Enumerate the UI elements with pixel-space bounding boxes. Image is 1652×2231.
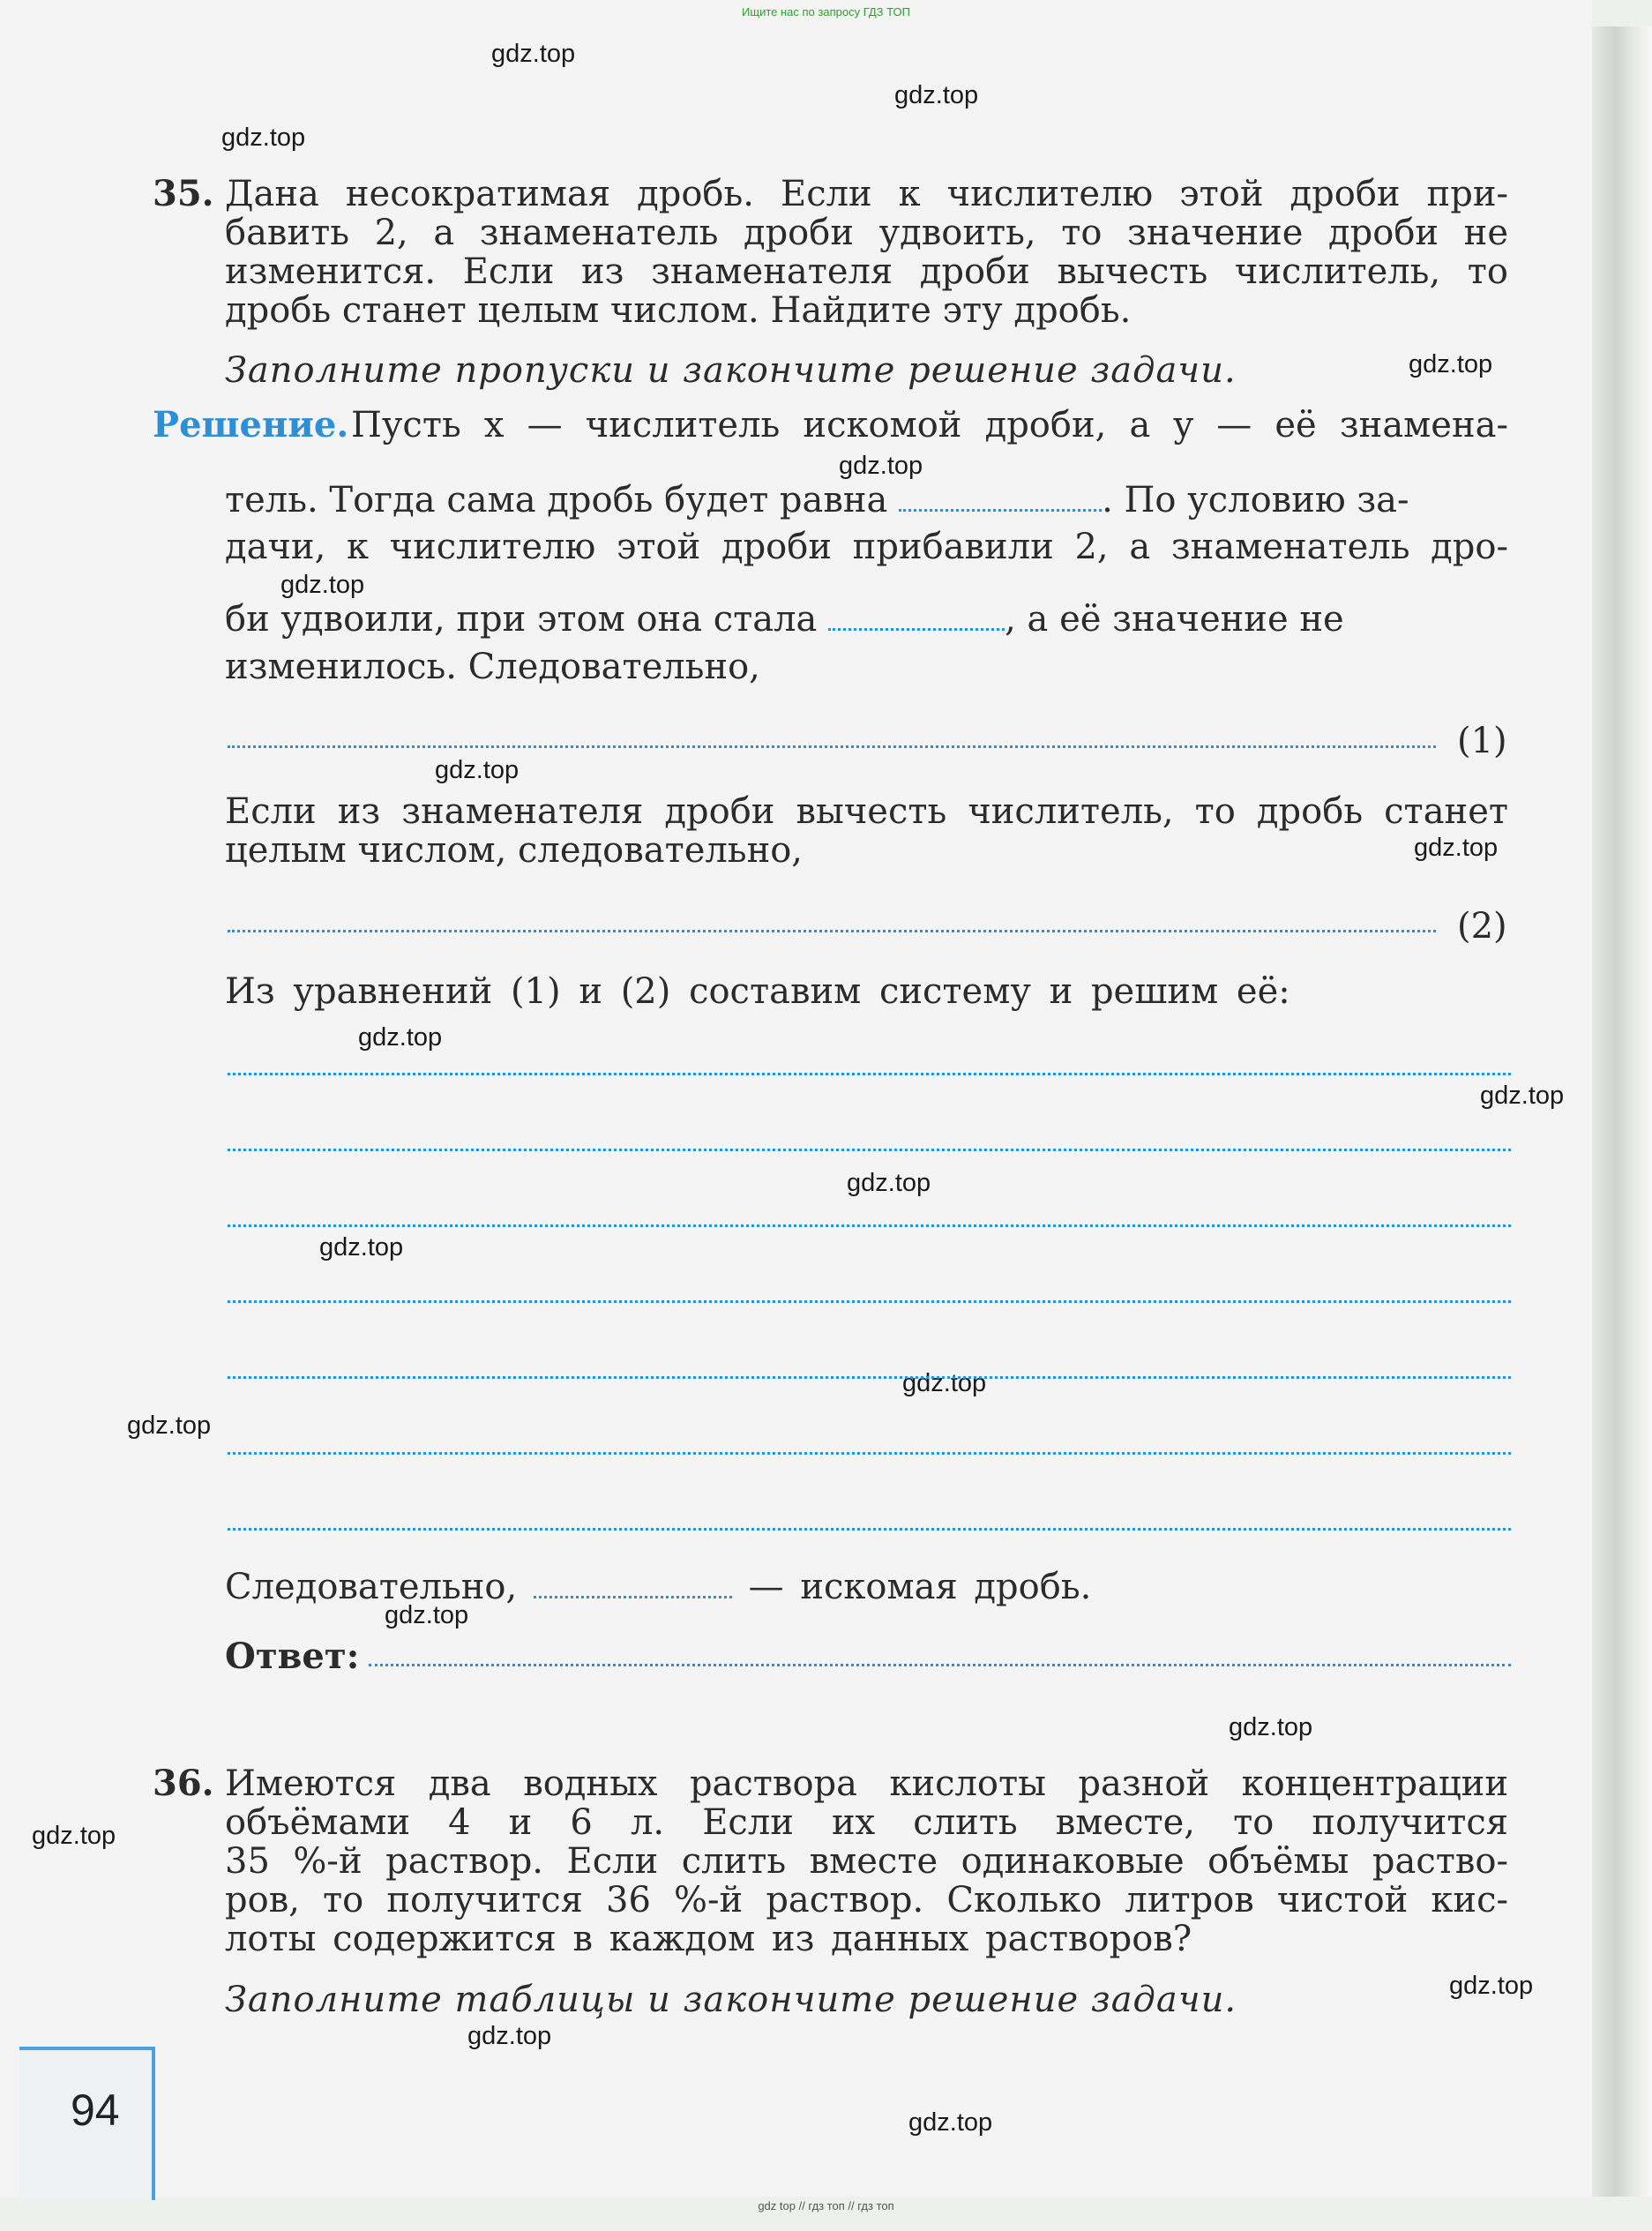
answer-line[interactable]	[228, 1147, 1511, 1151]
answer-line[interactable]	[228, 1071, 1511, 1075]
solution-text: би удвоили, при этом она стала	[225, 599, 818, 640]
page-number: 94	[71, 2085, 120, 2135]
solution-text-line: Пусть x — числитель искомой дроби, а y — её знамена-	[351, 405, 1508, 445]
watermark: gdz.top	[358, 1023, 443, 1052]
watermark: gdz.top	[894, 81, 979, 109]
problem-text-line: объёмами 4 и 6 л. Если их слить вместе, то получится	[225, 1802, 1508, 1843]
problem-text-line: бавить 2, а знаменатель дроби удвоить, то значение дроби не	[225, 213, 1508, 253]
bottom-banner: gdz top // гдз топ // гдз топ	[758, 2199, 894, 2212]
watermark: gdz.top	[319, 1233, 404, 1261]
solution-text-line: Из уравнений (1) и (2) составим систему и решим её:	[225, 971, 1290, 1012]
watermark: gdz.top	[1229, 1713, 1313, 1741]
watermark: gdz.top	[491, 40, 576, 68]
solution-text-line: изменилось. Следовательно,	[225, 647, 760, 687]
problem-text-line: изменится. Если из знаменателя дроби вычесть числитель, то	[225, 251, 1508, 292]
solution-text-line	[225, 481, 1508, 520]
solution-text: тель. Тогда сама дробь будет равна	[225, 480, 888, 520]
conclusion-text: — искомая дробь.	[748, 1567, 1092, 1607]
conclusion-line	[225, 1568, 1091, 1606]
watermark: gdz.top	[1414, 834, 1499, 862]
watermark: gdz.top	[467, 2022, 552, 2050]
answer-line[interactable]	[369, 1662, 1511, 1666]
conclusion-text: Следовательно,	[225, 1567, 518, 1607]
solution-label: Решение.	[153, 404, 349, 445]
watermark: gdz.top	[221, 124, 306, 152]
watermark: gdz.top	[127, 1411, 212, 1440]
watermark: gdz.top	[908, 2108, 993, 2137]
watermark: gdz.top	[1409, 350, 1493, 378]
solution-text: , а её значение не	[1005, 599, 1344, 640]
top-banner: Ищите нас по запросу ГДЗ ТОП	[742, 5, 910, 19]
solution-text-line: Если из знаменателя дроби вычесть числитель, то дробь станет	[225, 791, 1508, 832]
fill-in-blank[interactable]	[828, 609, 1005, 631]
answer-line[interactable]	[228, 928, 1436, 932]
problem-text-line: лоты содержится в каждом из данных растворов?	[225, 1919, 1192, 1959]
watermark: gdz.top	[1480, 1082, 1565, 1110]
solution-text-line	[225, 600, 1508, 639]
solution-text-line: целым числом, следовательно,	[225, 830, 804, 871]
answer-line[interactable]	[228, 1450, 1511, 1455]
equation-number: (2)	[1457, 906, 1507, 947]
watermark: gdz.top	[1449, 1972, 1534, 2000]
watermark: gdz.top	[32, 1822, 116, 1850]
watermark: gdz.top	[385, 1601, 469, 1629]
watermark: gdz.top	[280, 571, 365, 599]
book-spine-shadow	[1592, 26, 1652, 2197]
problem-text-line: дробь станет целым числом. Найдите эту дробь.	[225, 290, 1132, 331]
answer-line[interactable]	[228, 1299, 1511, 1303]
equation-number: (1)	[1457, 721, 1507, 761]
problem-text-line: ров, то получится 36 %-й раствор. Сколько литров чистой кис-	[225, 1880, 1508, 1920]
problem-number: 35.	[153, 173, 214, 214]
answer-line[interactable]	[228, 1374, 1511, 1379]
problem-text-line: 35 %-й раствор. Если слить вместе одинаковые объёмы раство-	[225, 1841, 1508, 1882]
instruction: Заполните таблицы и закончите решение задачи.	[225, 1980, 1237, 2020]
solution-text-line: дачи, к числителю этой дроби прибавили 2, а знаменатель дро-	[225, 527, 1508, 567]
problem-number: 36.	[153, 1763, 214, 1804]
problem-text-line: Дана несократимая дробь. Если к числителю этой дроби при-	[225, 174, 1508, 214]
problem-text-line: Имеются два водных раствора кислоты разной концентрации	[225, 1763, 1508, 1804]
fill-in-blank[interactable]	[899, 490, 1102, 512]
watermark: gdz.top	[847, 1169, 931, 1197]
watermark: gdz.top	[839, 452, 923, 480]
fill-in-blank[interactable]	[534, 1576, 732, 1598]
answer-line[interactable]	[228, 1526, 1511, 1531]
answer-line[interactable]	[228, 1223, 1511, 1227]
instruction: Заполните пропуски и закончите решение задачи.	[225, 350, 1237, 391]
solution-text: . По условию за-	[1102, 480, 1409, 520]
answer-label: Ответ:	[225, 1636, 360, 1677]
answer-line[interactable]	[228, 744, 1436, 748]
watermark: gdz.top	[902, 1369, 987, 1397]
watermark: gdz.top	[435, 756, 520, 784]
